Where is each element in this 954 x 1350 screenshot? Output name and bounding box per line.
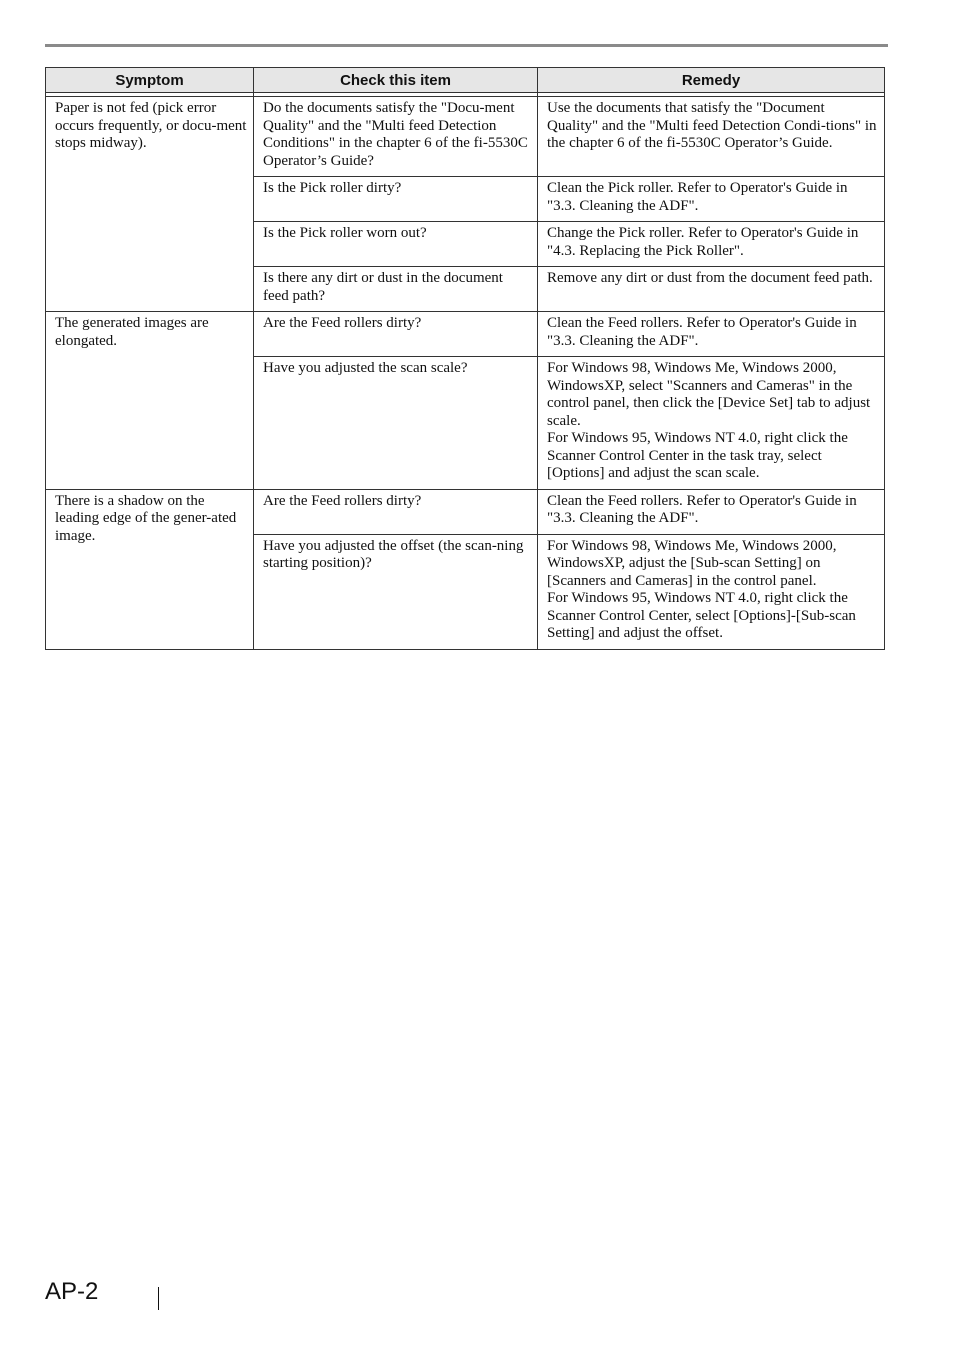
check-cell: Have you adjusted the offset (the scan-ning starting position)? [254,534,538,649]
check-cell: Have you adjusted the scan scale? [254,357,538,490]
symptom-cell: There is a shadow on the leading edge of the gener-ated image. [46,489,254,649]
table-row [46,97,885,177]
symptom-cell: Paper is not fed (pick error occurs frequently, or docu-ment stops midway). [46,97,254,312]
remedy-cell: Use the documents that satisfy the "Document Quality" and the "Multi feed Detection Condi-tions" in the chapter 6 of the fi-5530C Operator’s Guide. [538,97,885,177]
footer-divider [158,1287,159,1310]
remedy-cell: Remove any dirt or dust from the document feed path. [538,267,885,312]
remedy-cell: Change the Pick roller. Refer to Operator's Guide in "4.3. Replacing the Pick Roller". [538,222,885,267]
remedy-cell: For Windows 98, Windows Me, Windows 2000, WindowsXP, adjust the [Sub-scan Setting] on [Scanners and Cameras] in the control panel. For Windows 95, Windows NT 4.0, right click the Scanner Control Center, select [Options]-[Sub-scan Setting] and adjust the offset. [538,534,885,649]
header-remedy: Remedy [538,68,885,93]
header-rule [45,44,888,47]
check-cell: Is there any dirt or dust in the document feed path? [254,267,538,312]
table-row [46,312,885,357]
remedy-cell: Clean the Feed rollers. Refer to Operator's Guide in "3.3. Cleaning the ADF". [538,312,885,357]
symptom-cell: The generated images are elongated. [46,312,254,490]
check-cell: Is the Pick roller dirty? [254,177,538,222]
check-cell: Are the Feed rollers dirty? [254,489,538,534]
table-header-row [46,68,885,93]
page-number: AP-2 [45,1278,99,1305]
header-check-item: Check this item [254,68,538,93]
remedy-cell: For Windows 98, Windows Me, Windows 2000, WindowsXP, select "Scanners and Cameras" in the control panel, then click the [Device Set] tab to adjust scale. For Windows 95, Windows NT 4.0, right click the Scanner Control Center in the task tray, select [Options] and adjust the scan scale. [538,357,885,490]
remedy-cell: Clean the Feed rollers. Refer to Operator's Guide in "3.3. Cleaning the ADF". [538,489,885,534]
check-cell: Is the Pick roller worn out? [254,222,538,267]
remedy-cell: Clean the Pick roller. Refer to Operator's Guide in "3.3. Cleaning the ADF". [538,177,885,222]
troubleshooting-table [45,67,885,650]
header-symptom: Symptom [46,68,254,93]
table-row [46,489,885,534]
check-cell: Are the Feed rollers dirty? [254,312,538,357]
check-cell: Do the documents satisfy the "Docu-ment Quality" and the "Multi feed Detection Conditions" in the chapter 6 of the fi-5530C Operator’s Guide? [254,97,538,177]
